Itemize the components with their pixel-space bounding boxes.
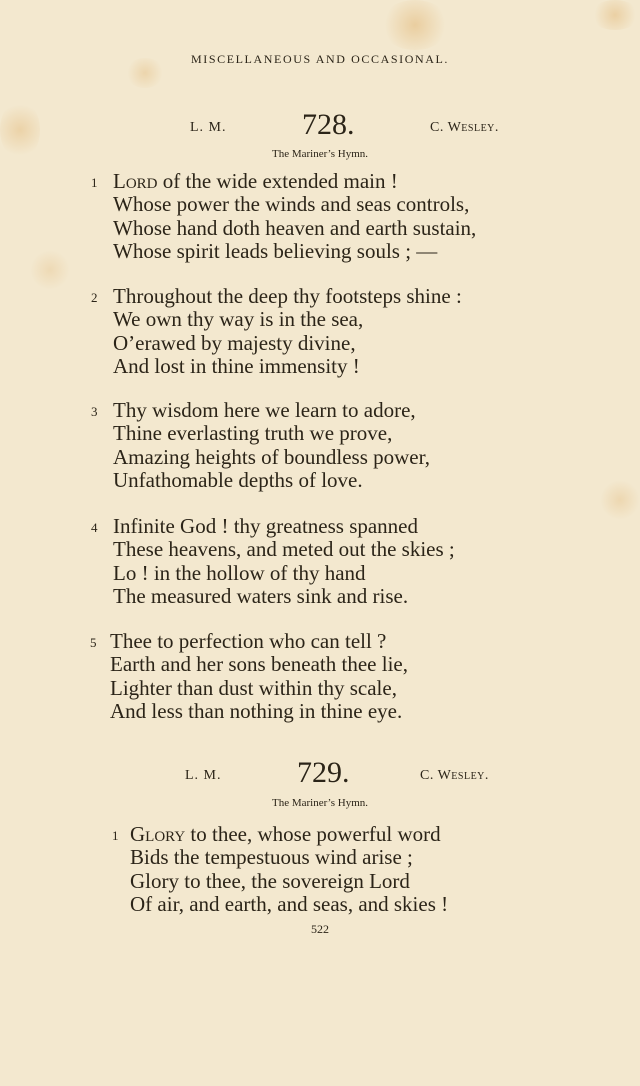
foxing-stain [590, 0, 640, 30]
verse-line: Thy wisdom here we learn to adore, [113, 398, 416, 422]
verse-line: Thee to perfection who can tell ? [110, 629, 387, 653]
verse-line: Earth and her sons beneath thee lie, [110, 652, 408, 677]
verse-line [113, 170, 476, 193]
stanza-number: 2 [91, 290, 98, 305]
verse-line: The measured waters sink and rise. [113, 583, 409, 608]
verse-line: Thine everlasting truth we prove, [113, 421, 393, 446]
verse-line: Infinite God ! thy greatness spanned [113, 514, 419, 538]
hymn-header [0, 108, 640, 148]
verse-line: Whose power the winds and seas controls, [113, 192, 470, 217]
hymn-header [0, 756, 640, 796]
verse-line: Whose spirit leads believing souls ; — [113, 238, 438, 263]
stanza-number: 1 [91, 175, 98, 190]
verse-first-word: Lord [113, 169, 158, 193]
verse-line: Unfathomable depths of love. [113, 467, 363, 492]
verse-line: Throughout the deep thy footsteps shine : [113, 284, 462, 308]
stanza [91, 398, 431, 492]
hymn-title: The Mariner’s Hymn. [271, 148, 369, 160]
hymn-title: The Mariner’s Hymn. [271, 797, 369, 809]
verse-line: And lost in thine immensity ! [113, 353, 360, 378]
running-head: MISCELLANEOUS AND OCCASIONAL. [190, 52, 450, 66]
stanza-number: 5 [90, 635, 97, 650]
stanza [91, 169, 477, 263]
verse-line: Lighter than dust within thy scale, [110, 675, 397, 700]
stanza [91, 514, 455, 608]
hymn-author: C. Wesley. [430, 120, 499, 135]
foxing-stain [30, 250, 70, 290]
verse-line: Bids the tempestuous wind arise ; [130, 845, 413, 870]
verse-line: Lo ! in the hollow of thy hand [113, 560, 366, 585]
verse-line: And less than nothing in thine eye. [110, 698, 403, 723]
foxing-stain [600, 480, 640, 520]
hymn-author: C. Wesley. [420, 768, 489, 783]
verse-line: O’erawed by majesty divine, [113, 330, 356, 355]
hymn-number: 728. [302, 108, 355, 141]
stanza-number: 3 [91, 404, 98, 419]
stanza [91, 284, 462, 378]
verse-line-text: to thee, whose powerful word [185, 822, 441, 846]
verse-first-word: Glory [130, 822, 186, 846]
verse-line [130, 823, 448, 846]
verse-line: We own thy way is in the sea, [113, 307, 364, 332]
verse-line: Of air, and earth, and seas, and skies ! [130, 891, 449, 916]
verse-line-text: of the wide extended main ! [157, 169, 398, 193]
stanza-number: 4 [91, 520, 98, 535]
stanza-number: 1 [112, 828, 119, 843]
verse-line: Glory to thee, the sovereign Lord [130, 868, 410, 893]
page-number: 522 [311, 922, 329, 936]
hymn-meter: L. M. [185, 768, 222, 783]
stanza [112, 822, 449, 916]
verse-line: Amazing heights of boundless power, [113, 444, 431, 469]
hymn-meter: L. M. [190, 120, 227, 135]
foxing-stain [380, 0, 450, 50]
hymn-number: 729. [297, 756, 350, 789]
stanza [90, 629, 408, 723]
verse-line: These heavens, and meted out the skies ; [113, 537, 455, 562]
verse-line: Whose hand doth heaven and earth sustain, [113, 215, 477, 240]
